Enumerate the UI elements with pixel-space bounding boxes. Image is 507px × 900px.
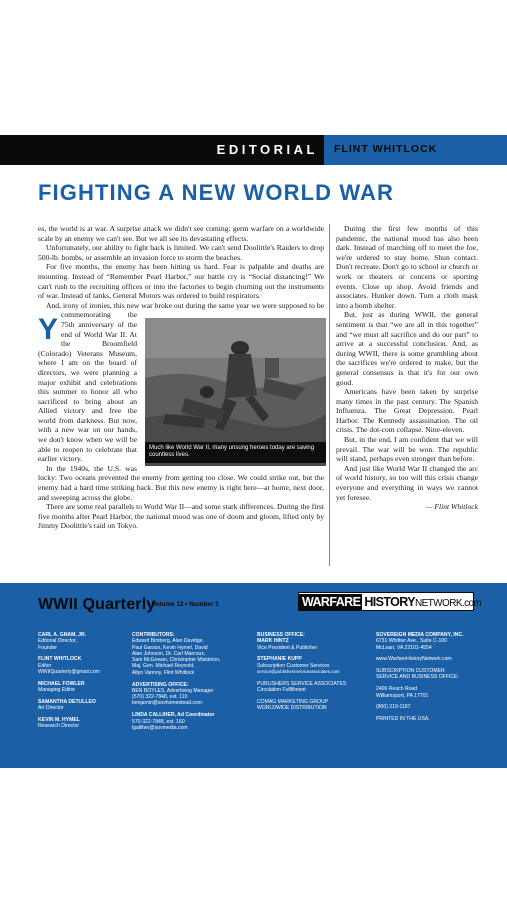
section-banner (0, 135, 507, 165)
staff-entry: KEVIN M. HYMEL Research Director (38, 716, 80, 730)
article-paragraph: es, the world is at war. A surprise attack we didn't see coming: germ warfare on a worldwide scale by an enemy we can't see. But we all see its devastating effects. (38, 224, 324, 243)
article-headline: FIGHTING A NEW WORLD WAR (38, 180, 394, 205)
article-paragraph: And just like World War II changed the arc of world history, so too will this crisis change everyone and everything in ways we cannot yet foresee. (336, 463, 478, 502)
article-paragraph: In the 1940s, the U.S. was lucky: Two oceans prevented the enemy from getting too close. We could strike out, but the enemy had a hard time striking back. But this new enemy is right here—at home, next door, and sweeping across the globe. (38, 463, 324, 502)
staff-entry: PRINTED IN THE USA. (376, 716, 430, 723)
masthead (0, 583, 507, 768)
banner-black-bar (0, 135, 324, 165)
column-divider (329, 224, 330, 566)
article-paragraph: For five months, the enemy has been hitting us hard. Fear is palpable and deaths are mounting. Instead of “Remember Pearl Harbor,” our battle cry is “Social distancing!” We can't rush to the recruiting offices or into the factories to begin churning out the instruments of war. Instead of tanks, General Motors was ordered to build respirators. (38, 262, 324, 301)
article-paragraph: But, just as during WWII, the general sentiment is that “we are all in this together” and “we must all sacrifice and do our part” to arrive at a successful conclusion. And, as during WWII, there is some grumbling about the sacrifices we're ordered to make, but the general consensus is that it's for our own good. (336, 310, 478, 387)
staff-entry: COMAG MARKETING GROUP WORLDWIDE DISTRIBUTION (257, 698, 329, 712)
staff-entry: CARL A. GNAM, JR. Editorial Director, Founder (38, 632, 87, 651)
staff-entry: CONTRIBUTORS: Edward Bimberg, Alan Davidge, Paul Garson, Kevin Hymel, David Alan Johnson, Dr. Carl Marcoux, Sam McGowan, Christopher Miskimon, Maj. Gen. Michael Reynold, Allyn Vannoy, Flint Whitlock (132, 632, 221, 676)
article-column-right (336, 224, 478, 574)
banner-author: FLINT WHITLOCK (334, 143, 438, 155)
article-paragraph: During the first few months of this pandemic, the national mood has also been dark. Instead of marching off to meet the foe, we're ordered to stay home. Shun contact. Don't recreate. Don't go to school or church or work or theaters or concerts or sporting events. Close up shop. Avoid friends and associates. Hunker down. Turn a cloth mask into a bomb shelter. (336, 224, 478, 310)
drop-cap: Y (38, 313, 59, 346)
staff-entry: SOVEREIGN MEDIA COMPANY, INC. 6731 Whittier Ave., Suite C-100 McLean, VA 22101-4554 (376, 632, 464, 651)
staff-column (38, 632, 124, 735)
article-paragraph: There are some real parallels to World War II—and some stark differences. During the first five months after Pearl Harbor, the national mood was one of doom and gloom, lifted only by Jimmy Doolittle's raid on Tokyo. (38, 502, 324, 531)
staff-entry: SUBSCRIPTION CUSTOMER SERVICE AND BUSINESS OFFICE: (376, 668, 459, 681)
warfare-history-network-logo: WARFARE HISTORYNETWORK.com (298, 592, 474, 611)
staff-entry: MICHAEL FOWLER Managing Editor (38, 680, 85, 694)
staff-entry: BUSINESS OFFICE: MARK HINTZ Vice President & Publisher (257, 632, 318, 651)
volume-number: Volume 12 • Number 1 (152, 601, 219, 608)
article-paragraph: And, irony of ironies, this new war broke out during the same year we were supposed to be commemorating the 75th anniversary of the end of World War II. At the Broomfield (Colorado) Veterans Museum, where I am on the board of directors, we were planning a major exhibit and celebrations this summer to honor all who sacrificed to bring about an Allied victory and free the world from darkness. But now, with a new war on our hands, we don't know when we will be able to reopen to celebrate that earlier victory. (38, 300, 324, 464)
contributors-column (132, 632, 250, 737)
staff-entry: PUBLISHERS SERVICE ASSOCIATES Circulation Fulfillment (257, 680, 347, 694)
staff-entry: SAMANTHA DETULLEO Art Director (38, 698, 96, 712)
staff-entry: ADVERTISING OFFICE: BEN BOYLES, Advertising Manager (570) 322-7848, ext. 110 benjamin@sovhomestead.com (132, 681, 214, 707)
staff-entry: FLINT WHITLOCK Editor WWIIQuarterly@gmail.com (38, 656, 100, 675)
business-column (257, 632, 373, 717)
author-signature: — Flint Whitlock (425, 502, 478, 512)
magazine-title: WWII Quarterly (38, 596, 156, 613)
banner-blue-bar (324, 135, 507, 165)
article-paragraph: Unfortunately, our ability to fight back is limited. We can't send Doolittle's Raiders to drop 500-lb. bombs, or assemble an invasion force to storm the beaches. (38, 243, 324, 262)
staff-entry: STEPHANIE KUPP Subscription Customer Services service@publishersserviceassociates.com (257, 656, 340, 674)
staff-entry: 2406 Reach Road Williamsport, PA 17701 (376, 686, 429, 699)
staff-entry: (800) 219-1187 (376, 704, 411, 711)
photo-caption: Much like World War II, many unsung heroes today are saving countless lives. (145, 442, 326, 463)
publisher-column (376, 632, 486, 728)
website-link[interactable]: www.WarfareHistoryNetwork.com (376, 656, 452, 663)
staff-entry: LINDA CALLIHER, Ad Coordinator 570-322-7848, ext. 160 lgalliher@sovmedia.com (132, 712, 215, 731)
article-paragraph: But, in the end, I am confident that we will prevail. The war will be won. The republic will stand, perhaps even stronger than before. (336, 435, 478, 464)
article-paragraph: Americans have been taken by surprise many times in the past century. The Spanish Influenza. The Great Depression. Pearl Harbor. The Kennedy assassination. The oil crisis. The dot-com collapse. Nine-eleven. (336, 387, 478, 435)
section-label: EDITORIAL (216, 142, 318, 157)
